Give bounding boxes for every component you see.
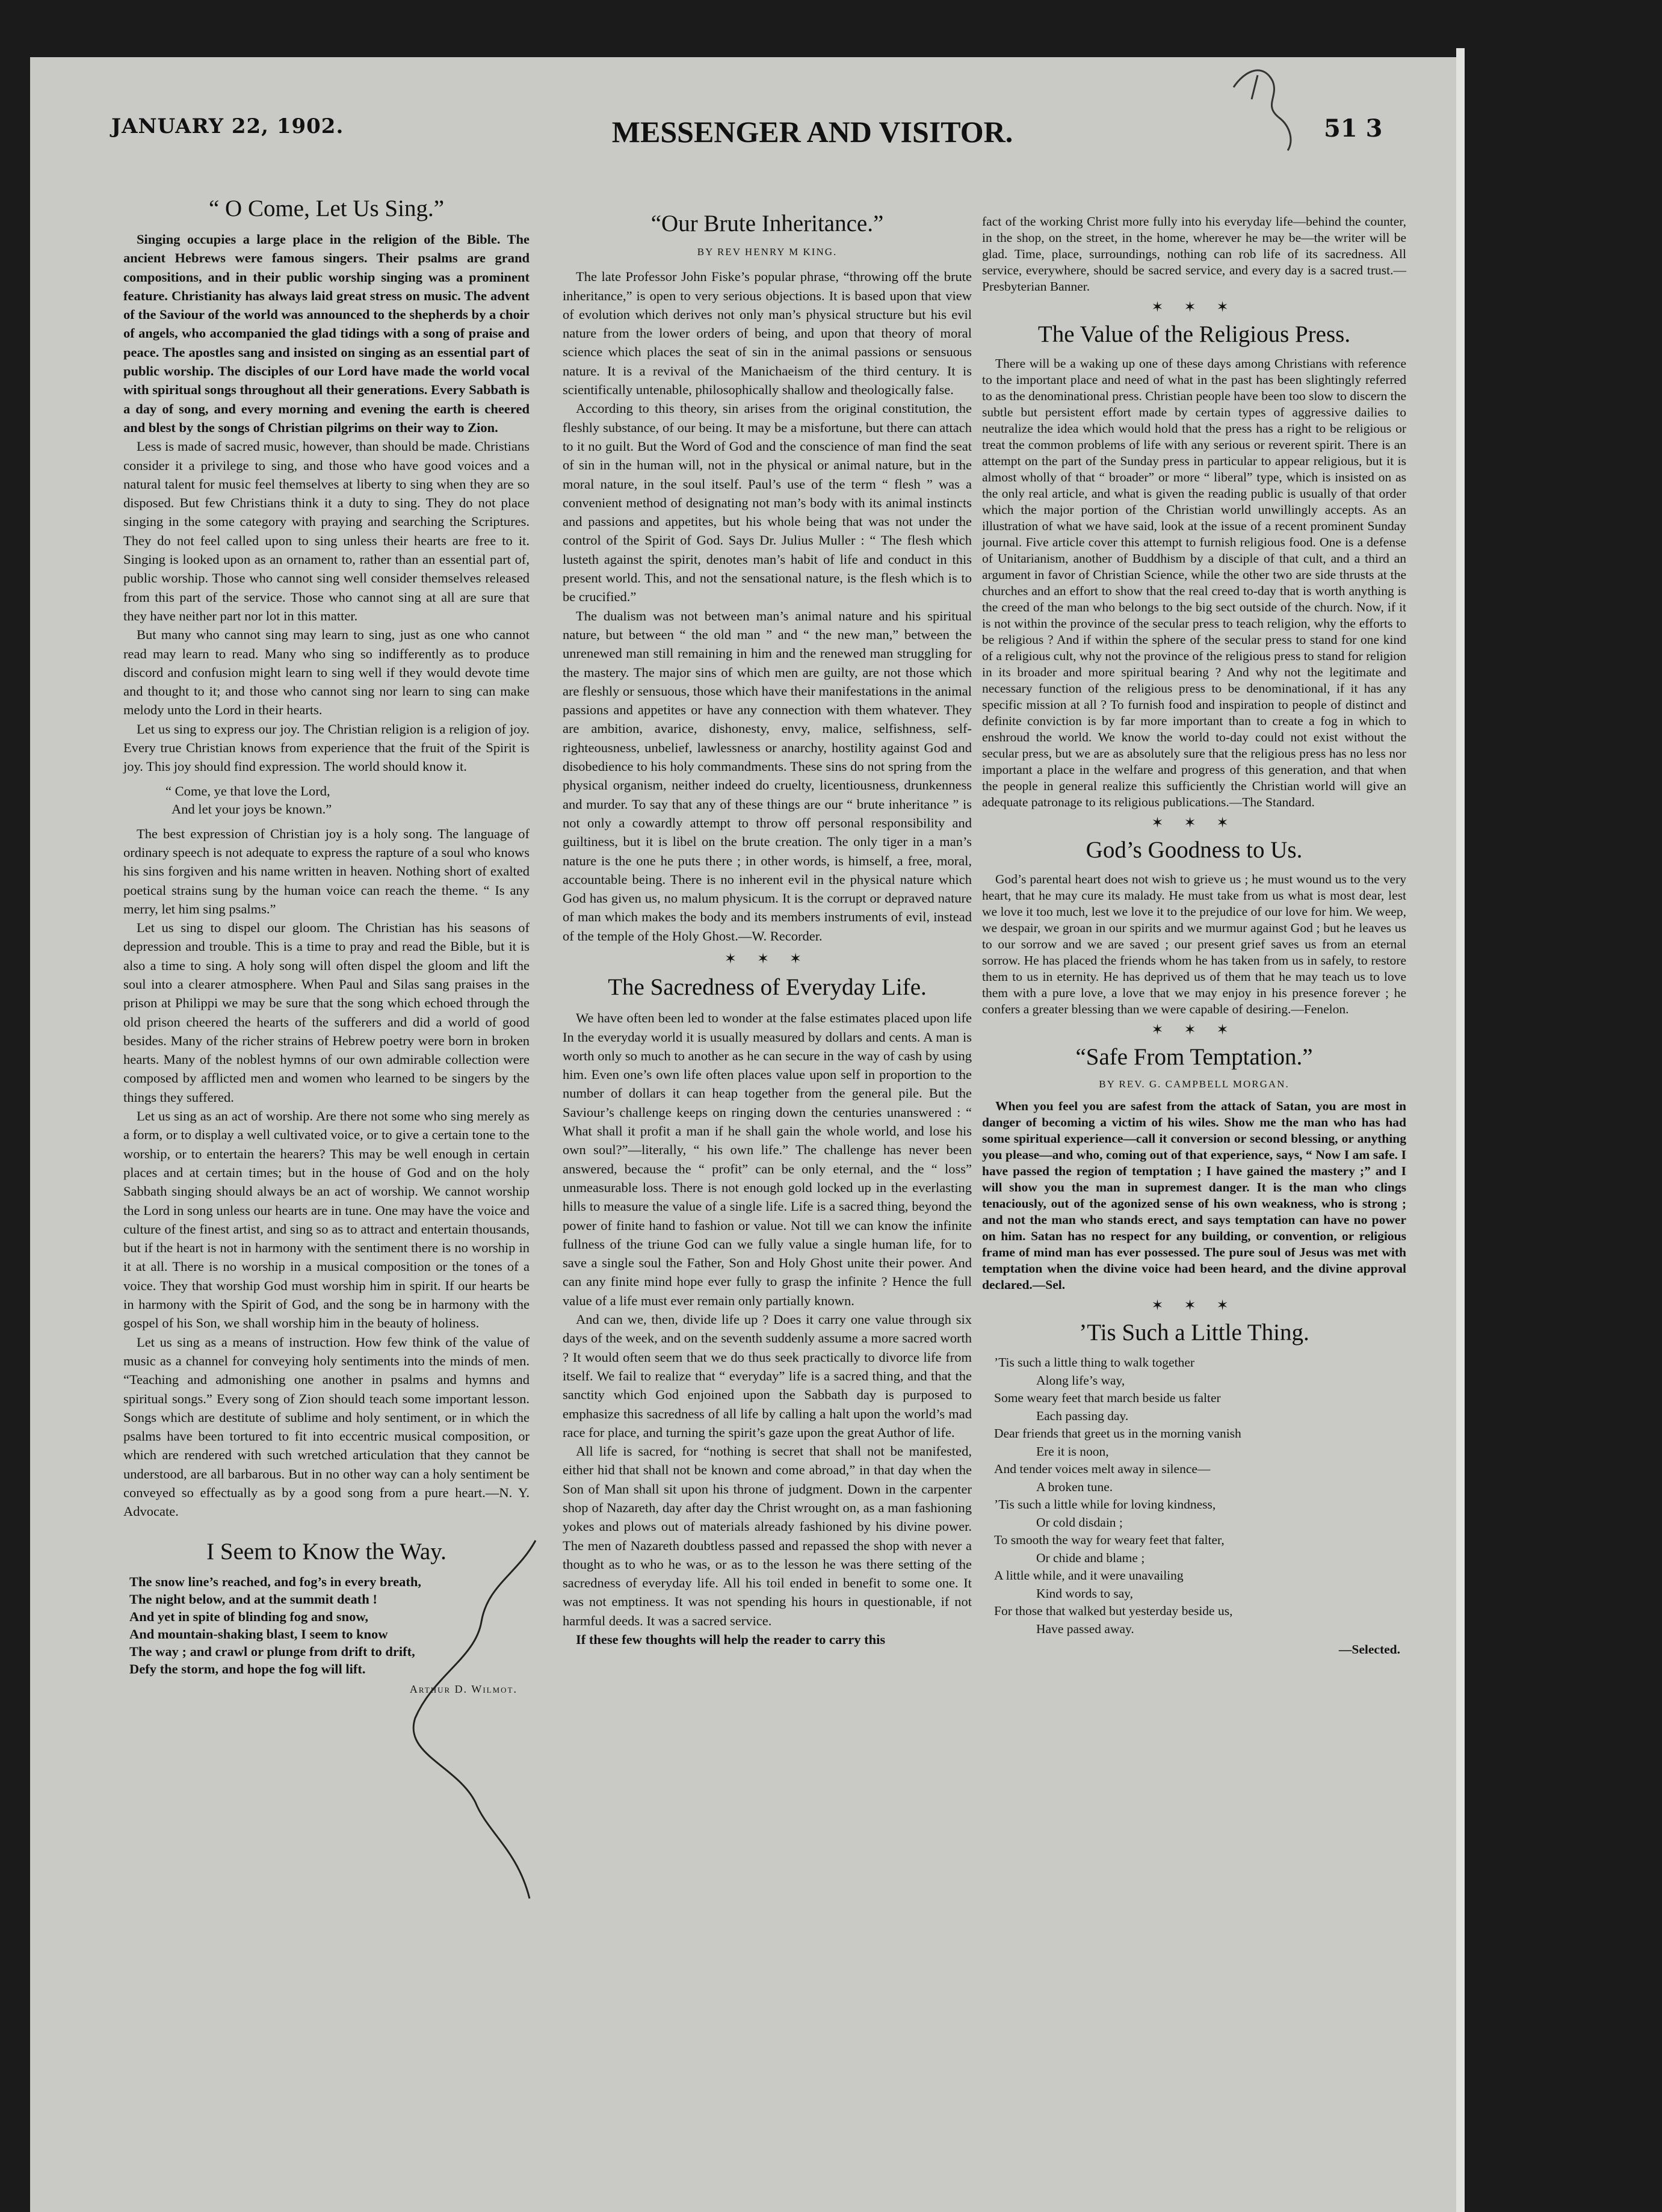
section-separator: ✶ ✶ ✶ <box>724 951 811 967</box>
paragraph: Let us sing as a means of instruction. How few think of the value of music as a channel for conveying holy sentiments into the minds of men. “Teaching and admonishing one another in psalms and hymns and spiritual songs.” Every song of Zion should teach some important lesson. Songs which are destitute of sublime and holy sentiment, or in which the psalms have been tortured to fit into eccentric musical composition, or which are rendered with such wretched articulation that they cannot be understood, are all barbarous. But in no other way can a holy sentiment be conveyed so effectually as by a good song from a pure heart.—N. Y. Advocate. <box>123 1334 530 1519</box>
article-title: I Seem to Know the Way. <box>206 1538 446 1565</box>
paragraph: Let us sing as an act of worship. Are there not some who sing merely as a form, or to display a well cultivated voice, or to give a certain tone to the worship, or to entertain the hearers? This may be well enough in certain places and at certain times; but in the house of God and on the holy Sabbath singing should always be an act of worship. We cannot worship the Lord in song unless our hearts are in tune. One may have the voice and culture of the finest artist, and sing so as to attract and entertain thousands, but if the heart is not in harmony with the sentiment there is no worship in it at all. There is no worship in a musical composition or the tones of a voice. They that worship God must worship him in spirit. If our hearts be in harmony with the Spirit of God, and the song be in harmony with the gospel of his Son, we shall worship him in the beauty of holiness. <box>123 1108 530 1331</box>
article-title: The Sacredness of Everyday Life. <box>608 974 927 1001</box>
verse-line: “ Come, ye that love the Lord, <box>165 783 330 799</box>
pencil-mark <box>1222 63 1324 153</box>
article-title: The Value of the Religious Press. <box>1037 321 1351 347</box>
poem-line: The night below, and at the summit death ! <box>129 1591 377 1607</box>
byline: BY REV HENRY M KING. <box>697 246 838 258</box>
ink-scribble <box>337 1537 554 1923</box>
poem-line: Or chide and blame ; <box>1036 1550 1145 1565</box>
poem-line: ’Tis such a little thing to walk together <box>994 1355 1195 1370</box>
poem-line: A broken tune. <box>1036 1479 1113 1494</box>
poem-line: Dear friends that greet us in the morning vanish <box>994 1426 1241 1441</box>
column-2 <box>563 208 972 1649</box>
poem <box>994 1354 1406 1638</box>
section-separator: ✶ ✶ ✶ <box>1151 300 1237 315</box>
article-title: ’Tis Such a Little Thing. <box>1079 1320 1309 1345</box>
article-title: “ O Come, Let Us Sing.” <box>208 196 445 221</box>
paragraph: God’s parental heart does not wish to grieve us ; he must wound us to the very heart, that he may cure its malady. He must take from us what is most dear, lest we love it too much, lest we love it to the prejudice of our love for him. We weep, we despair, we groan in our spirits and we murmur against God ; but he leaves us to our sorrow and we are saved ; our present grief saves us from an eternal sorrow. He has placed the friends whom he has taken from us in safely, to restore them to us in eternity. He has deprived us of them that he may teach us to love them with a pure love, a love that we may enjoy in his presence forever ; he confers a greater blessing than we were capable of desiring.—Fenelon. <box>982 872 1406 1016</box>
section-separator: ✶ ✶ ✶ <box>1151 1022 1237 1038</box>
paragraph: fact of the working Christ more fully into his everyday life—behind the counter, in the shop, on the street, in the home, wherever he may be—the writer will be glad. Time, place, surroundings, nothing can rob life of its sacredness. All service, everywhere, should be sacred service, and every day is a sacred trust.—Presbyterian Banner. <box>982 214 1406 294</box>
verse-line: And let your joys be known.” <box>171 801 332 817</box>
paragraph: Let us sing to dispel our gloom. The Christian has his seasons of depression and trouble. This is a time to pray and read the Bible, but it is also a time to sing. A holy song will often dispel the gloom and lift the soul into a clearer atmosphere. When Paul and Silas sang praises in the prison at Philippi we may be sure that the song which echoed through the old prison cheered the hearts of the sufferers and did a world of good besides. Many of the richer strains of Hebrew poetry were born in broken hearts. Many of the noblest hymns of our own admirable collection were composed by afflicted men and women who learned to be singers by the things they suffered. <box>123 920 530 1105</box>
poem-line: ’Tis such a little while for loving kindness, <box>994 1497 1216 1512</box>
paragraph: And can we, then, divide life up ? Does it carry one value through six days of the week, and on the seventh suddenly assume a more sacred worth ? It would often seem that we do thus seek practically to divorce life from itself. We fail to realize that “ everyday” life is a sacred thing, and that the sanctity which God enjoined upon the Sabbath day is purposed to emphasize this sacredness of all life by calling a halt upon the world’s mad race for place, and turning the spirit’s gaze upon the great Author of life. <box>563 1312 972 1440</box>
section-separator: ✶ ✶ ✶ <box>1151 1298 1237 1314</box>
poem-line: To smooth the way for weary feet that falter, <box>994 1533 1225 1547</box>
poem-line: And mountain-shaking blast, I seem to know <box>129 1626 388 1642</box>
poem-line: The way ; and crawl or plunge from drift to drift, <box>129 1643 415 1659</box>
paragraph: All life is sacred, for “nothing is secret that shall not be manifested, either hid that shall not be known and come abroad,” in that day when the Son of Man shall sit upon his throne of judgment. Down in the carpenter shop of Nazareth, day after day the Christ wrought on, as a man fashioning yokes and plows out of materials already fashioned by his divine power. The men of Nazareth doubtless passed and repassed the shop with never a thought as to who he was, or as to the lesson he was there setting of the sacredness of everyday life. All his toil ended in benefit to some one. It was not emptiness. It was not spending his hours in questionable, if not harmful deeds. It was a sacred service. <box>563 1444 972 1628</box>
paragraph: According to this theory, sin arises from the original constitution, the fleshly substance, of our being. It may be a misfortune, but there can attach to it no guilt. But the Word of God and the conscience of man find the seat of sin in the human will, not in the physical or animal nature, but in the moral nature, in the soul itself. Paul’s use of the term “ flesh ” was a convenient method of designating not man’s body with its animal instincts and passions and appetites, but his whole being that was not under the control of the Spirit of God. Says Dr. Julius Muller : “ The flesh which lusteth against the spirit, denotes man’s habit of life and conduct in this present world. This, and not the sensational nature, is the flesh which is to be crucified.” <box>563 401 972 605</box>
poem-line: Have passed away. <box>1036 1621 1134 1636</box>
poem-line: Along life’s way, <box>1036 1373 1125 1388</box>
article-title: God’s Goodness to Us. <box>1086 837 1303 863</box>
byline: BY REV. G. CAMPBELL MORGAN. <box>1099 1078 1290 1090</box>
poem-line: Some weary feet that march beside us falter <box>994 1391 1221 1405</box>
poem-line: For those that walked but yesterday beside us, <box>994 1604 1233 1618</box>
paragraph: The late Professor John Fiske’s popular phrase, “throwing off the brute inheritance,” is open to very serious objections. It is based upon that view of evolution which derives not only man’s physical structure but his evil nature from the lower orders of being, and upon that theory of moral science which places the seat of sin in the animal passions or sensuous nature. It is a revival of the Manichaeism of the third century. It is scientifically untenable, philosophically shallow and theologically false. <box>563 269 972 398</box>
masthead-title: MESSENGER AND VISITOR. <box>611 115 1013 149</box>
page-number: 51 3 <box>1324 114 1383 143</box>
poem-line: Ere it is noon, <box>1036 1444 1109 1459</box>
paragraph: The best expression of Christian joy is a holy song. The language of ordinary speech is not adequate to express the rapture of a soul who knows his sins forgiven and his name written in heaven. Nothing short of exalted poetical strains sung by the human voice can reach the theme. “ Is any merry, let him sing psalms.” <box>123 826 530 916</box>
poem-line: Kind words to say, <box>1036 1586 1134 1601</box>
column-1 <box>123 193 530 1699</box>
poem-line: Or cold disdain ; <box>1036 1515 1123 1530</box>
issue-date: JANUARY 22, 1902. <box>111 114 344 138</box>
paragraph: When you feel you are safest from the attack of Satan, you are most in danger of becoming a victim of his wiles. Show me the man who has had some spiritual experience—call it conversion or second blessing, or anything you please—and who, coming out of that experience, says, “ Now I am safe. I have passed the region of temptation ; I have gained the mastery ;” and I will show you the man in supremest danger. It is the man who clings tenaciously, out of the agonized sense of his own weakness, who is strong ; and not the man who stands erect, and says temptation can have no power on him. Satan has no respect for any building, or convention, or religious frame of mind man has ever possessed. The pure soul of Jesus was met with temptation when the divine voice had been heard, and the divine approval declared.—Sel. <box>982 1099 1406 1292</box>
hymn-quote <box>165 782 530 818</box>
poem-line: The snow line’s reached, and fog’s in every breath, <box>129 1574 422 1589</box>
article-title: “Safe From Temptation.” <box>1075 1044 1313 1070</box>
paragraph: If these few thoughts will help the reader to carry this <box>576 1632 886 1648</box>
paragraph: Singing occupies a large place in the religion of the Bible. The ancient Hebrews were famous singers. Their psalms are grand compositions, and in their public worship singing was a prominent feature. Christianity has always laid great stress on music. The advent of the Saviour of the world was announced to the shepherds by a choir of angels, who accompanied the glad tidings with a song of praise and peace. The apostles sang and insisted on singing as an essential part of public worship. The disciples of our Lord have made the world vocal with spiritual songs throughout all their generations. Every Sabbath is a day of song, and every morning and evening the earth is cheered and blest by the songs of Christian pilgrims on their way to Zion. <box>123 232 530 435</box>
paragraph: Less is made of sacred music, however, than should be made. Christians consider it a privilege to sing, and those who have good voices and a natural talent for music feel themselves at liberty to sing when they are so disposed. But few Christians think it a duty to sing. They do not place singing in the some category with praying and searching the Scriptures. They do not feel called upon to sing unless their hearts are free to it. Singing is looked upon as an ornament to, rather than an essential part of, public worship. Those who cannot sing well consider themselves released from this part of the service. Those who cannot sing at all are sure that they have neither part nor lot in this matter. <box>123 439 530 623</box>
section-separator: ✶ ✶ ✶ <box>1151 815 1237 831</box>
poem-line: And yet in spite of blinding fog and snow, <box>129 1608 368 1624</box>
poem-line: Defy the storm, and hope the fog will lift. <box>129 1661 366 1676</box>
paragraph: Let us sing to express our joy. The Christian religion is a religion of joy. Every true Christian knows from experience that the fruit of the Spirit is joy. This joy should find expression. The world should know it. <box>123 721 530 774</box>
page-edge <box>1456 48 1465 2212</box>
poem-line: Each passing day. <box>1036 1408 1129 1423</box>
article-title: “Our Brute Inheritance.” <box>650 211 884 236</box>
paragraph: But many who cannot sing may learn to sing, just as one who cannot read may learn to read. Many who sing so indifferently as to produce discord and confusion might learn to sing well if they would devote time and thought to it; and those who cannot sing nor learn to sing can make melody unto the Lord in their hearts. <box>123 627 530 718</box>
paragraph: We have often been led to wonder at the false estimates placed upon life In the everyday world it is usually measured by dollars and cents. A man is worth only so much to another as he can secure in the way of cash by using him. Even one’s own life often places value upon self in proportion to the number of dollars it can heap together from the general pile. But the Saviour’s challenge keeps on ringing down the centuries unanswered : “ What shall it profit a man if he shall gain the whole world, and lose his own soul?”—literally, “ his own life.” The challenge has never been answered, because the “ profit” can be only eternal, and the “ loss” unmeasurable loss. There is not enough gold locked up in the everlasting hills to measure the value of a single life. Life is a sacred thing, beyond the power of finite hand to fashion or value. Not till we can know the infinite fullness of the triune God can we fully value a single human life, for to save a single soul the Father, Son and Holy Ghost unite their power. And can any finite mind hope ever fully to grasp the infinite ? Hence the full value of a life must ever remain only partially known. <box>563 1010 972 1308</box>
paragraph: There will be a waking up one of these days among Christians with reference to the important place and need of what in the past has been slightingly referred to as the denominational press. Christian people have been too slow to discern the subtle but persistent effort made by certain types of aggressive dailies to neutralize the idea which would hold that the press has a right to be religious or treat the common problems of life with any serious or reverent spirit. There is an attempt on the part of the Sunday press in particular to appear religious, but it is almost wholly of that “ broader” or more “ liberal” type, which is insisted on as the only real article, and what is given the reading public is usually of that order which the major portion of the Christian world unwillingly accepts. As an illustration of what we have said, look at the issue of a recent prominent Sunday journal. Five article cover this attempt to furnish religious food. One is a defense of Unitarianism, another of Buddhism by a disciple of that cult, and a third an argument in favor of Christian Science, while the other two are side thrusts at the churches and an effort to show that the real creed to-day that is worth anything is the creed of the man who belongs to the big sect outside of the church. Now, if it is not within the province of the secular press to teach religion, why the efforts to be religious ? And if within the sphere of the secular press to stand for one kind of a religious cult, why not the province of the religious press to stand for religion in its broader and more spiritual bearing ? And why not the legitimate and necessary function of the religious press to be denominational, if it has any specific mission at all ? To furnish food and inspiration to people of distinct and definite conviction is by far more important than to create a fog in which to enshroud the world. We know the world to-day could not exist without the secular press, but we are as absolutely sure that the religious press has no less nor important a place in the welfare and progress of this generation, and that when the people in general realize this sufficiently the Christian world will give an adequate patronage to its religious publications.—The Standard. <box>982 356 1406 809</box>
column-3 <box>982 214 1406 1658</box>
poem-credit: —Selected. <box>1338 1642 1400 1657</box>
paragraph: The dualism was not between man’s animal nature and his spiritual nature, but between “ the old man ” and “ the new man,” between the unrenewed man still remaining in him and the renewed man struggling for the mastery. The major sins of which men are guilty, are not those which are fleshly or sensuous, those which have their manifestations in the animal passions and appetites or have any connection with them whatever. They are ambition, avarice, dishonesty, envy, malice, selfishness, self-righteousness, unbelief, lawlessness or anarchy, hostility against God and disobedience to his holy commandments. These sins do not spring from the physical organism, neither indeed do cruelty, licentiousness, drunkenness and murder. To say that any of these things are our “ brute inheritance ” is not only a cowardly attempt to throw off personal responsibility and guiltiness, but it is libel on the brute creation. The only tiger in a man’s nature is the one he puts there ; in other words, is himself, a free, moral, accountable being. There is no inherent evil in the physical nature which God has given us, no malum physicum. It is the corrupt or depraved nature of man which makes the body and its members instruments of evil, instead of the temple of the Holy Ghost.—W. Recorder. <box>563 608 972 944</box>
poem-line: And tender voices melt away in silence— <box>994 1462 1211 1476</box>
poem-line: A little while, and it were unavailing <box>994 1568 1184 1583</box>
poem-author: Arthur D. Wilmot. <box>409 1682 517 1695</box>
